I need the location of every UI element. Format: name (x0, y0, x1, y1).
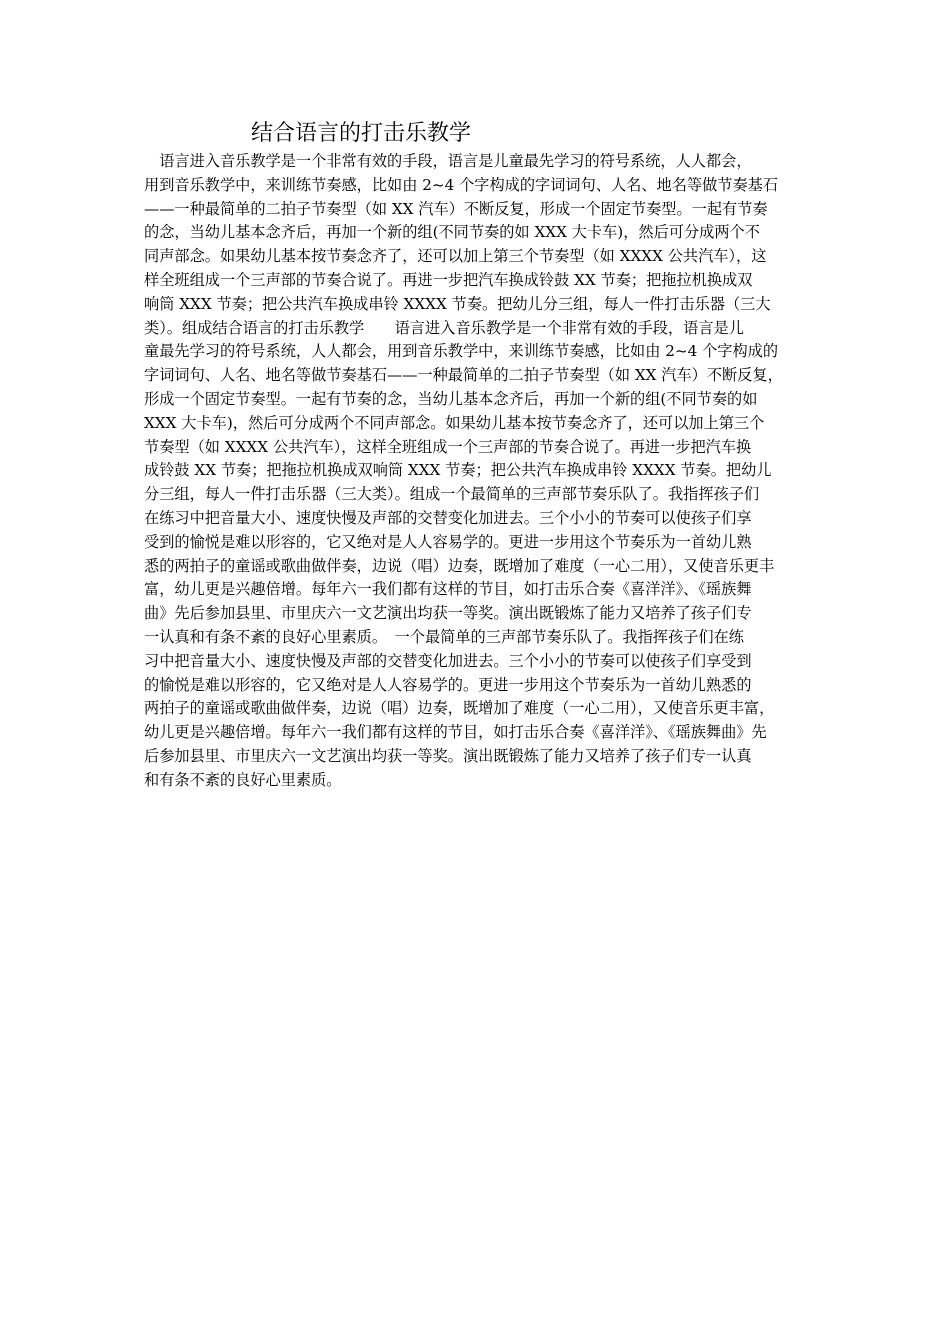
body-line: 受到的愉悦是难以形容的，它又绝对是人人容易学的。更进一步用这个节奏乐为一首幼儿熟 (144, 532, 752, 551)
body-line: 成铃鼓 XX 节奏；把拖拉机换成双响筒 XXX 节奏；把公共汽车换成串铃 XXXX 节奏。把幼儿 (144, 461, 772, 480)
body-line: 曲》先后参加县里、市里庆六一文艺演出均获一等奖。演出既锻炼了能力又培养了孩子们专 (144, 604, 752, 623)
body-line: 节奏型（如 XXXX 公共汽车），这样全班组成一个三声部的节奏合说了。再进一步把汽车换 (144, 437, 752, 456)
body-line: 样全班组成一个三声部的节奏合说了。再进一步把汽车换成铃鼓 XX 节奏；把拖拉机换成双 (144, 270, 753, 289)
body-line: 一认真和有条不紊的良好心里素质。 一个最简单的三声部节奏乐队了。我指挥孩子们在练 (144, 627, 744, 646)
body-line: 悉的两拍子的童谣或歌曲做伴奏，边说（唱）边奏，既增加了难度（一心二用），又使音乐更丰 (144, 556, 775, 575)
body-line: 后参加县里、市里庆六一文艺演出均获一等奖。演出既锻炼了能力又培养了孩子们专一认真 (144, 746, 752, 765)
body-line: 响筒 XXX 节奏；把公共汽车换成串铃 XXXX 节奏。把幼儿分三组，每人一件打击乐器（三大 (144, 294, 771, 313)
body-line: 童最先学习的符号系统，人人都会，用到音乐教学中，来训练节奏感，比如由 2~4 个字构成的 (144, 342, 779, 361)
document-title: 结合语言的打击乐教学 (251, 121, 472, 146)
document-body (144, 150, 812, 793)
body-line: ——一种最简单的二拍子节奏型（如 XX 汽车）不断反复，形成一个固定节奏型。一起有节奏 (144, 199, 768, 218)
body-line: 的念，当幼儿基本念齐后，再加一个新的组(不同节奏的如 XXX 大卡车)，然后可分成两个不 (144, 223, 760, 242)
body-line: 类）。组成结合语言的打击乐教学 语言进入音乐教学是一个非常有效的手段，语言是儿 (144, 318, 744, 337)
body-line: 在练习中把音量大小、速度快慢及声部的交替变化加进去。三个小小的节奏可以使孩子们享 (144, 508, 752, 527)
body-line: 幼儿更是兴趣倍增。每年六一我们都有这样的节目，如打击乐合奏《喜洋洋》、《瑶族舞曲》先 (144, 723, 767, 742)
body-line: 用到音乐教学中，来训练节奏感，比如由 2~4 个字构成的字词词句、人名、地名等做节奏基石 (144, 175, 779, 194)
body-line: 同声部念。如果幼儿基本按节奏念齐了，还可以加上第三个节奏型（如 XXXX 公共汽车），这 (144, 247, 767, 266)
body-line: 分三组，每人一件打击乐器（三大类）。组成一个最简单的三声部节奏乐队了。我指挥孩子们 (144, 485, 760, 504)
body-line: 字词词句、人名、地名等做节奏基石——一种最简单的二拍子节奏型（如 XX 汽车）不断反复， (144, 366, 783, 385)
body-line: 语言进入音乐教学是一个非常有效的手段，语言是儿童最先学习的符号系统，人人都会， (144, 152, 752, 170)
body-line: 习中把音量大小、速度快慢及声部的交替变化加进去。三个小小的节奏可以使孩子们享受到 (144, 651, 752, 670)
body-line: 两拍子的童谣或歌曲做伴奏，边说（唱）边奏，既增加了难度（一心二用），又使音乐更丰富， (144, 699, 775, 718)
body-line: 和有条不紊的良好心里素质。 (144, 770, 342, 789)
body-line: 的愉悦是难以形容的，它又绝对是人人容易学的。更进一步用这个节奏乐为一首幼儿熟悉的 (144, 675, 752, 694)
body-line: 形成一个固定节奏型。一起有节奏的念，当幼儿基本念齐后，再加一个新的组(不同节奏的如 (144, 389, 758, 408)
body-line: XXX 大卡车)，然后可分成两个不同声部念。如果幼儿基本按节奏念齐了，还可以加上第三个 (144, 413, 765, 432)
body-line: 富，幼儿更是兴趣倍增。每年六一我们都有这样的节目，如打击乐合奏《喜洋洋》、《瑶族舞 (144, 580, 752, 599)
